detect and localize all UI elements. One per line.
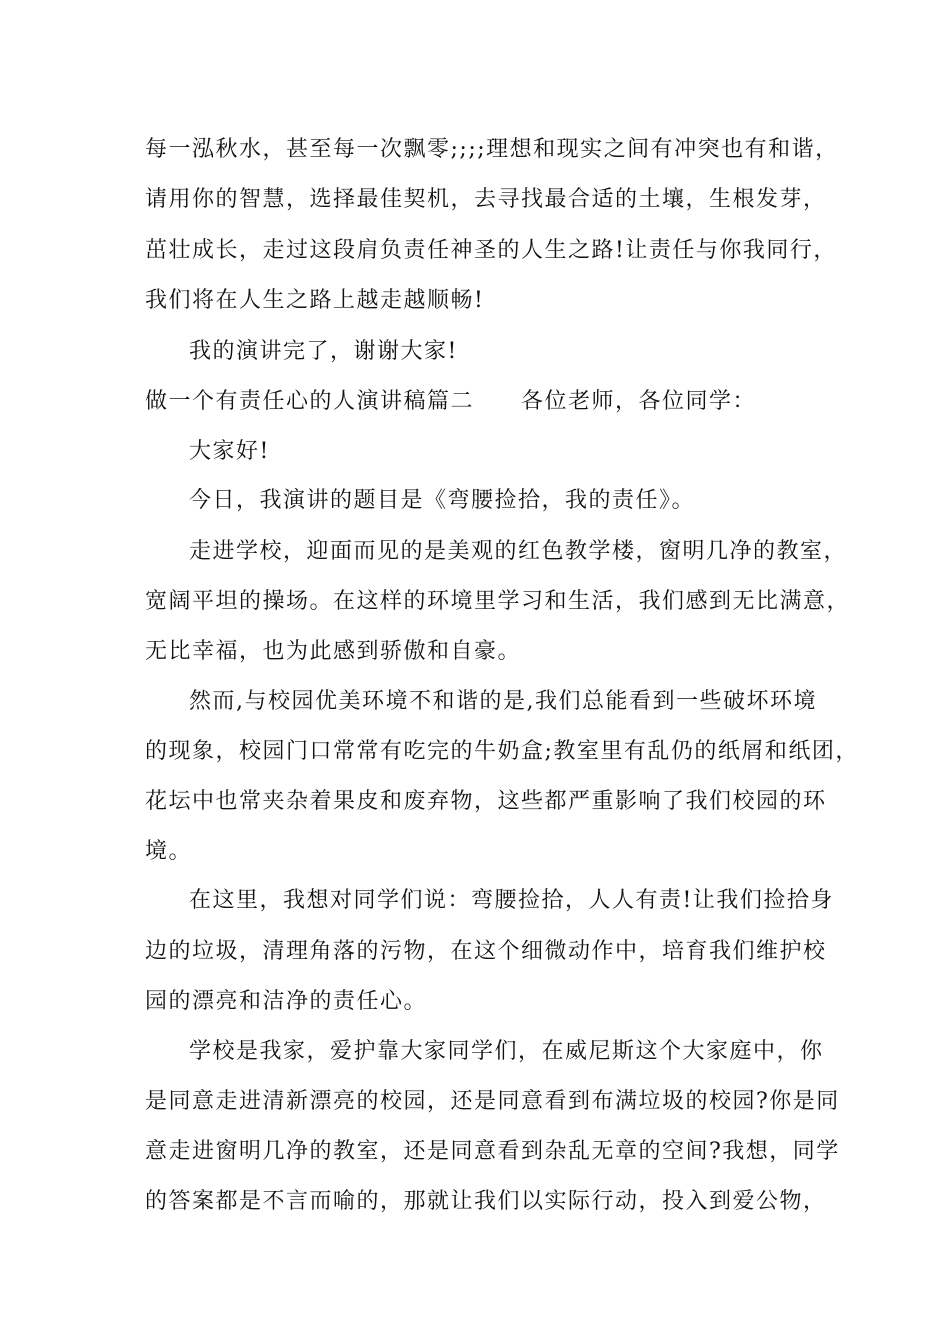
text-line: 我们将在人生之路上越走越顺畅! [145, 288, 485, 313]
text-line: 大家好! [189, 439, 270, 464]
text-line: 学校是我家，爱护靠大家同学们，在威尼斯这个大家庭中，你 [189, 1039, 824, 1064]
text-line: 走进学校，迎面而见的是美观的红色教学楼，窗明几净的教室， [189, 539, 848, 564]
text-line: 每一泓秋水，甚至每一次飘零;;;;理想和现实之间有冲突也有和谐， [145, 137, 839, 162]
text-line: 在这里，我想对同学们说：弯腰捡拾，人人有责!让我们捡拾身 [189, 888, 834, 913]
text-line: 今日，我演讲的题目是《弯腰捡拾，我的责任》。 [189, 488, 696, 513]
text-line: 的现象，校园门口常常有吃完的牛奶盒;教室里有乱仍的纸屑和纸团， [145, 739, 859, 764]
text-line: 然而,与校园优美环境不和谐的是,我们总能看到一些破坏环境 [189, 689, 817, 714]
text-line: 无比幸福，也为此感到骄傲和自豪。 [145, 639, 522, 664]
text-line: 是同意走进清新漂亮的校园，还是同意看到布满垃圾的校园?你是同 [145, 1089, 840, 1114]
text-line: 境。 [145, 839, 193, 864]
text-line: 我的演讲完了，谢谢大家! [189, 339, 458, 364]
text-line: 园的漂亮和洁净的责任心。 [145, 989, 428, 1014]
text-line: 边的垃圾，清理角落的污物，在这个细微动作中，培育我们维护校 [145, 939, 827, 964]
text-line: 意走进窗明几净的教室，还是同意看到杂乱无章的空间?我想，同学 [145, 1139, 840, 1164]
text-line: 请用你的智慧，选择最佳契机，去寻找最合适的土壤，生根发芽， [145, 187, 827, 212]
text-line: 的答案都是不言而喻的，那就让我们以实际行动，投入到爱公物， [145, 1189, 827, 1214]
text-line: 宽阔平坦的操场。在这样的环境里学习和生活，我们感到无比满意， [145, 589, 851, 614]
text-line: 花坛中也常夹杂着果皮和废弃物，这些都严重影响了我们校园的环 [145, 789, 827, 814]
section-heading: 做一个有责任心的人演讲稿篇二 各位老师，各位同学： [145, 389, 757, 414]
text-line: 茁壮成长，走过这段肩负责任神圣的人生之路!让责任与你我同行， [145, 238, 837, 263]
